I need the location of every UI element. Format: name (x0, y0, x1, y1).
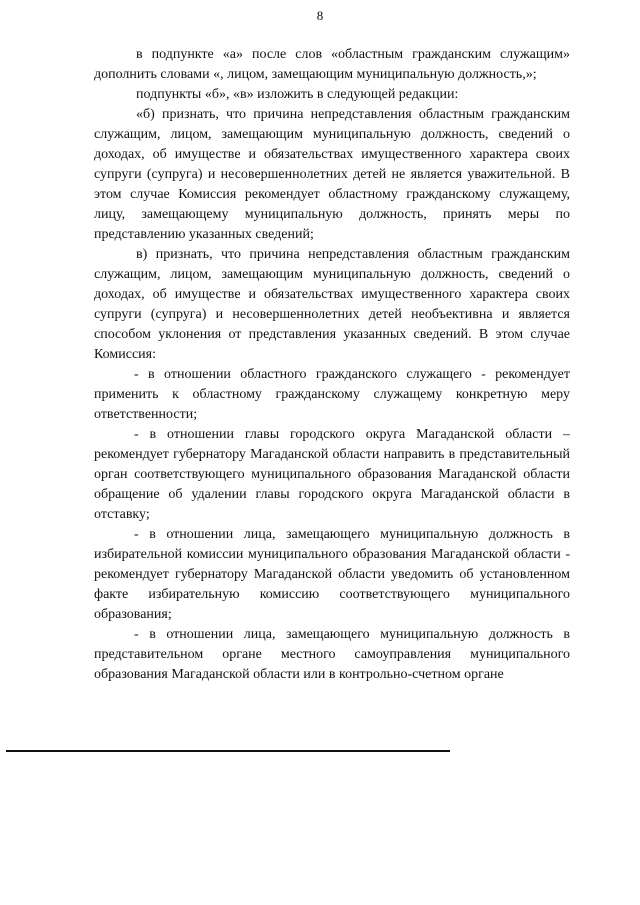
paragraph-5: - в отношении областного гражданского служащего - рекомендует применить к областному гражданскому служащему конкретную меру ответственности; (94, 367, 570, 422)
paragraph-3: «б) признать, что причина непредставления областным гражданским служащим, лицом, замещающим муниципальную должность, сведений о доходах, об имуществе и обязательствах имущественного характера своих супруги (супруга) и несовершеннолетних детей не является уважительной. В этом случае Комиссия рекомендует областному гражданскому служащему, лицу, замещающему муниципальную должность, принять меры по представлению указанных сведений; (94, 107, 570, 242)
paragraph-8: - в отношении лица, замещающего муниципальную должность в представительном органе местного самоуправления муниципального образования Магаданской области или в контрольно-счетном органе (94, 627, 570, 682)
document-body (94, 45, 570, 685)
paragraph-1: в подпункте «а» после слов «областным гражданским служащим» дополнить словами «, лицом, замещающим муниципальную должность,»; (94, 47, 570, 82)
bottom-rule (6, 750, 450, 752)
page-number: 8 (316, 8, 324, 23)
paragraph-6: - в отношении главы городского округа Магаданской области – рекомендует губернатору Магаданской области направить в представительный орган соответствующего муниципального образования Магаданской области обращение об удалении главы городского округа Магаданской области в отставку; (94, 427, 570, 522)
paragraph-7: - в отношении лица, замещающего муниципальную должность в избирательной комиссии муниципального образования Магаданской области - рекомендует губернатору Магаданской области уведомить об установленном факте избирательную комиссию соответствующего муниципального образования; (94, 527, 570, 622)
paragraph-2: подпункты «б», «в» изложить в следующей редакции: (136, 87, 459, 102)
paragraph-4: в) признать, что причина непредставления областным гражданским служащим, лицом, замещающим муниципальную должность, сведений о доходах, об имуществе и обязательствах имущественного характера своих супруги (супруга) и несовершеннолетних детей необъективна и является способом уклонения от представления указанных сведений. В этом случае Комиссия: (94, 247, 570, 362)
